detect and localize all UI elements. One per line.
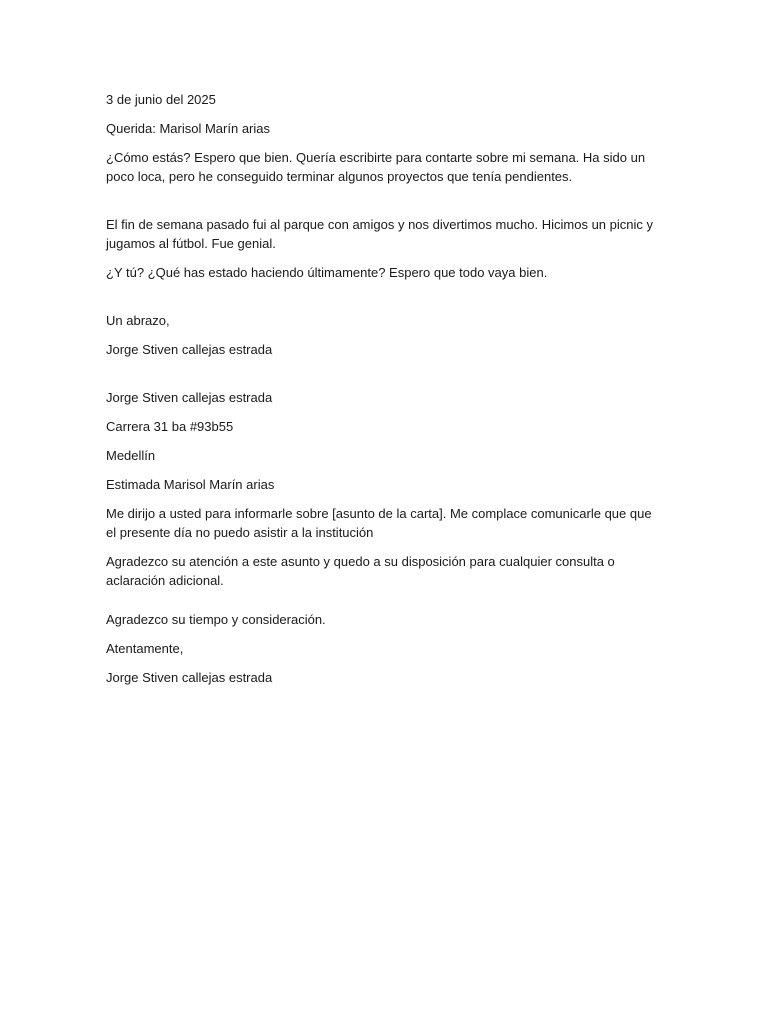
letter-paragraph: ¿Cómo estás? Espero que bien. Quería escribirte para contarte sobre mi semana. Ha sido un poco loca, pero he conseguido terminar algunos proyectos que tenía pendientes.: [106, 150, 646, 184]
letter-signature: Jorge Stiven callejas estrada: [106, 342, 273, 357]
letter-paragraph: El fin de semana pasado fui al parque con amigos y nos divertimos mucho. Hicimos un picnic y jugamos al fútbol. Fue genial.: [106, 217, 653, 251]
letter-closing: Atentamente,: [106, 641, 184, 656]
letter-paragraph: ¿Y tú? ¿Qué has estado haciendo últimamente? Espero que todo vaya bien.: [106, 265, 548, 280]
letter-closing: Un abrazo,: [106, 313, 170, 328]
letter-greeting: Querida: Marisol Marín arias: [106, 121, 270, 136]
letter-paragraph: Agradezco su tiempo y consideración.: [106, 612, 326, 627]
sender-name: Jorge Stiven callejas estrada: [106, 390, 273, 405]
sender-city: Medellín: [106, 448, 156, 463]
document-body: [106, 90, 662, 697]
letter-salutation: Estimada Marisol Marín arias: [106, 477, 275, 492]
sender-address: Carrera 31 ba #93b55: [106, 419, 234, 434]
letter-date: 3 de junio del 2025: [106, 92, 216, 107]
letter-paragraph: Agradezco su atención a este asunto y quedo a su disposición para cualquier consulta o aclaración adicional.: [106, 554, 615, 588]
letter-signature: Jorge Stiven callejas estrada: [106, 670, 273, 685]
letter-paragraph: Me dirijo a usted para informarle sobre [asunto de la carta]. Me complace comunicarle que que el presente día no puedo asistir a la institución: [106, 506, 652, 540]
